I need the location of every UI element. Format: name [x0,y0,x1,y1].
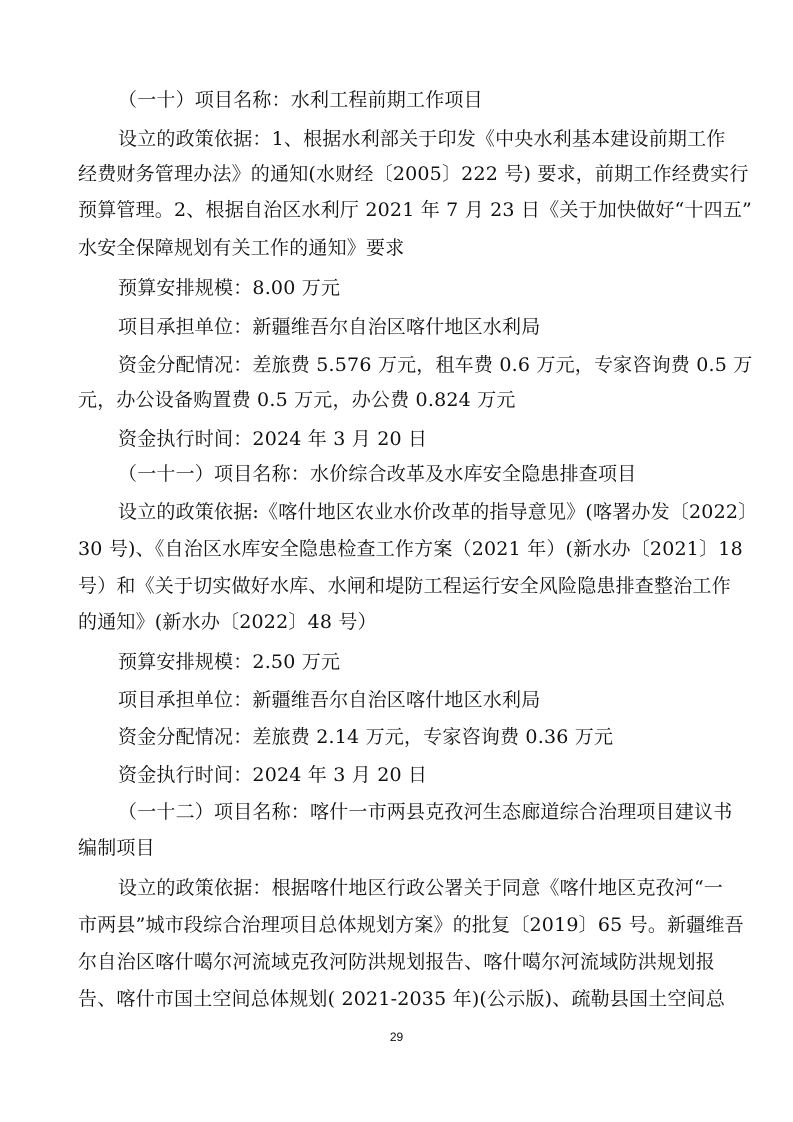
section-11-basis-line-2: 30 号)、《自治区水库安全隐患检查工作方案（2021 年）(新水办〔2021〕18 [78,538,743,560]
section-10-budget: 预算安排规模：8.00 万元 [118,277,341,299]
section-11-allocation: 资金分配情况：差旅费 2.14 万元，专家咨询费 0.36 万元 [118,726,614,748]
section-10-unit: 项目承担单位：新疆维吾尔自治区喀什地区水利局 [118,316,541,338]
section-10-basis-line-3: 预算管理。2、根据自治区水利厅 2021 年 7 月 23 日《关于加快做好“十四五” [78,199,752,221]
section-11-basis-line-4: 的通知》(新水办〔2022〕48 号） [78,611,377,633]
section-11-budget: 预算安排规模：2.50 万元 [118,651,341,673]
section-12-basis-line-3: 尔自治区喀什噶尔河流域克孜河防洪规划报告、喀什噶尔河流域防洪规划报 [78,951,715,973]
section-12-basis-line-4: 告、喀什市国土空间总体规划( 2021-2035 年)(公示版)、疏勒县国土空间总 [78,988,726,1010]
section-10-basis-line-4: 水安全保障规划有关工作的通知》要求 [78,237,405,259]
section-12-title-line-2: 编制项目 [78,837,155,859]
section-12-basis-line-2: 市两县”城市段综合治理项目总体规划方案》的批复〔2019〕65 号。新疆维吾 [78,914,744,936]
section-10-title: （一十）项目名称：水利工程前期工作项目 [118,89,483,111]
section-11-basis-line-1: 设立的政策依据:《喀什地区农业水价改革的指导意见》(喀署办发〔2022〕 [118,501,758,523]
section-10-time: 资金执行时间：2024 年 3 月 20 日 [118,428,428,450]
section-10-allocation-line-2: 元，办公设备购置费 0.5 万元，办公费 0.824 万元 [78,389,516,411]
section-10-basis-line-1: 设立的政策依据：1、根据水利部关于印发《中央水利基本建设前期工作 [118,128,726,150]
section-12-basis-line-1: 设立的政策依据：根据喀什地区行政公署关于同意《喀什地区克孜河“一 [118,877,724,899]
page-number: 29 [389,1030,404,1044]
section-11-basis-line-3: 号）和《关于切实做好水库、水闸和堤防工程运行安全风险隐患排查整治工作 [78,575,731,597]
section-10-allocation-line-1: 资金分配情况：差旅费 5.576 万元，租车费 0.6 万元，专家咨询费 0.5 万 [118,354,753,376]
section-12-title-line-1: （一十二）项目名称：喀什一市两县克孜河生态廊道综合治理项目建议书 [118,801,733,823]
section-11-time: 资金执行时间：2024 年 3 月 20 日 [118,764,428,786]
section-11-title: （一十一）项目名称：水价综合改革及水库安全隐患排查项目 [118,463,637,485]
section-10-basis-line-2: 经费财务管理办法》的通知(水财经〔2005〕222 号) 要求，前期工作经费实行 [78,163,749,185]
section-11-unit: 项目承担单位：新疆维吾尔自治区喀什地区水利局 [118,689,541,711]
